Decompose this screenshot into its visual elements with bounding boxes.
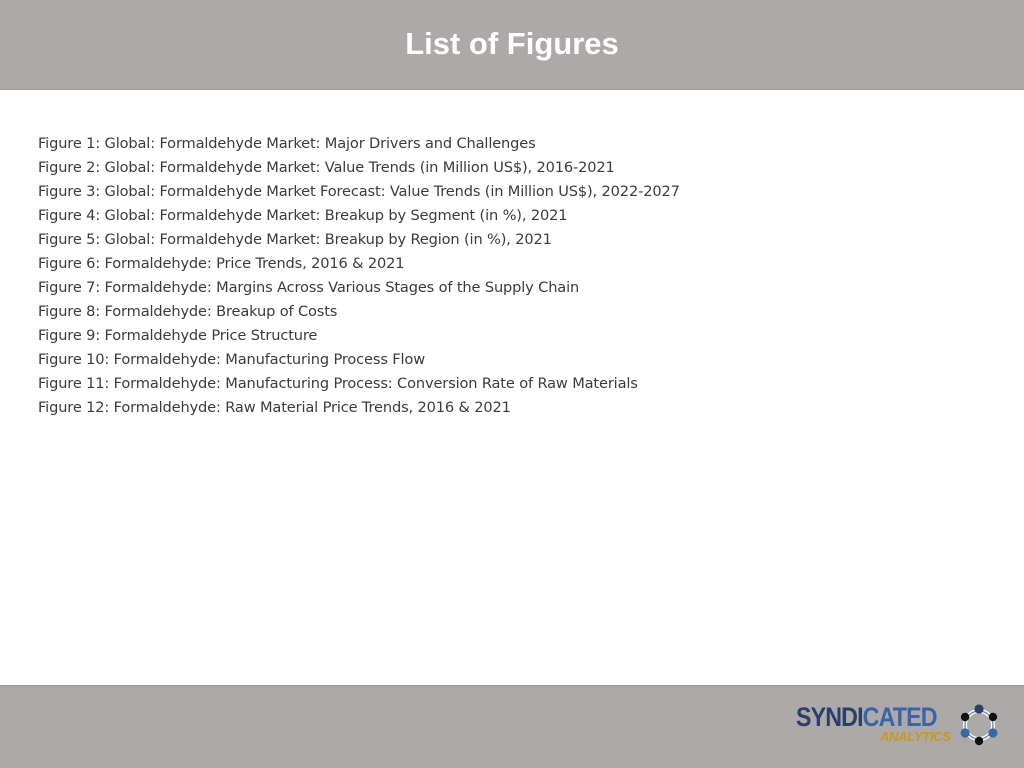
syndicated-analytics-logo bbox=[796, 700, 1002, 752]
figure-list-item: Figure 3: Global: Formaldehyde Market Forecast: Value Trends (in Million US$), 2022-2027 bbox=[38, 183, 680, 200]
figure-list-item: Figure 9: Formaldehyde Price Structure bbox=[38, 327, 318, 344]
figure-list-item: Figure 8: Formaldehyde: Breakup of Costs bbox=[38, 303, 338, 320]
figure-list-item: Figure 11: Formaldehyde: Manufacturing Process: Conversion Rate of Raw Materials bbox=[38, 375, 638, 392]
logo-wordmark-top bbox=[796, 702, 937, 732]
figure-list-item: Figure 4: Global: Formaldehyde Market: Breakup by Segment (in %), 2021 bbox=[38, 207, 568, 224]
ring-of-dots-logo-icon bbox=[956, 702, 1002, 748]
figure-list-item: Figure 12: Formaldehyde: Raw Material Price Trends, 2016 & 2021 bbox=[38, 399, 511, 416]
figure-list-item: Figure 5: Global: Formaldehyde Market: Breakup by Region (in %), 2021 bbox=[38, 231, 552, 248]
figure-list-item: Figure 10: Formaldehyde: Manufacturing Process Flow bbox=[38, 351, 425, 368]
figure-list-item: Figure 2: Global: Formaldehyde Market: Value Trends (in Million US$), 2016-2021 bbox=[38, 159, 615, 176]
header-band bbox=[0, 0, 1024, 90]
figure-list bbox=[38, 132, 680, 420]
figure-list-item: Figure 6: Formaldehyde: Price Trends, 2016 & 2021 bbox=[38, 255, 405, 272]
logo-wordmark-analytics: ANALYTICS bbox=[880, 729, 951, 744]
logo-wordmark-cated: CATED bbox=[862, 702, 937, 732]
figure-list-item: Figure 7: Formaldehyde: Margins Across Various Stages of the Supply Chain bbox=[38, 279, 580, 296]
page-title: List of Figures bbox=[405, 26, 619, 61]
logo-wordmark-syndi: SYNDI bbox=[796, 702, 863, 732]
figure-list-item: Figure 1: Global: Formaldehyde Market: Major Drivers and Challenges bbox=[38, 135, 536, 152]
